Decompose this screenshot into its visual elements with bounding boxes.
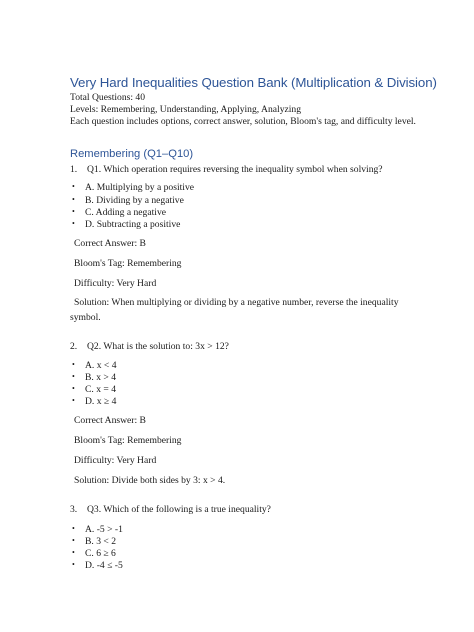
option-item: [72, 219, 180, 230]
question-1: [70, 164, 383, 175]
option-text: C. 6 ≥ 6: [85, 548, 116, 559]
bullet-icon: •: [72, 524, 75, 533]
option-item: [72, 207, 166, 218]
correct-answer: Correct Answer: B: [74, 238, 146, 249]
option-item: [72, 396, 116, 407]
section-title: Remembering (Q1–Q10): [70, 148, 194, 160]
solution: Solution: When multiplying or dividing by a negative number, reverse the inequality symbol.: [70, 297, 399, 323]
bullet-icon: •: [72, 195, 75, 204]
option-item: [72, 560, 123, 571]
option-text: C. Adding a negative: [85, 207, 166, 218]
question-text: Q3. Which of the following is a true inequality?: [87, 504, 271, 515]
option-item: [72, 360, 117, 371]
option-text: D. Subtracting a positive: [85, 219, 181, 230]
option-item: [72, 182, 194, 193]
option-text: B. 3 < 2: [85, 536, 116, 547]
bullet-icon: •: [72, 219, 75, 228]
question-text: Q2. What is the solution to: 3x > 12?: [87, 341, 229, 352]
blooms-tag: Bloom's Tag: Remembering: [74, 258, 182, 269]
option-text: B. Dividing by a negative: [85, 195, 184, 206]
bullet-icon: •: [72, 207, 75, 216]
question-3: [70, 504, 271, 515]
levels-line: Levels: Remembering, Understanding, Applying, Analyzing: [70, 104, 302, 115]
option-item: [72, 548, 116, 559]
difficulty: Difficulty: Very Hard: [74, 455, 157, 466]
bullet-icon: •: [72, 560, 75, 569]
total-questions: Total Questions: 40: [70, 92, 146, 103]
question-number: 2.: [70, 341, 78, 352]
option-item: [72, 384, 116, 395]
solution: Solution: Divide both sides by 3: x > 4.: [74, 475, 226, 486]
bullet-icon: •: [72, 384, 75, 393]
difficulty: Difficulty: Very Hard: [74, 278, 157, 289]
question-number: 3.: [70, 504, 78, 515]
blooms-tag: Bloom's Tag: Remembering: [74, 435, 182, 446]
option-item: [72, 524, 123, 535]
question-2: [70, 341, 229, 352]
option-text: A. x < 4: [85, 360, 117, 371]
description-line: Each question includes options, correct answer, solution, Bloom's tag, and difficulty level.: [70, 116, 416, 127]
option-text: B. x > 4: [85, 372, 116, 383]
option-item: [72, 195, 184, 206]
option-text: A. -5 > -1: [85, 524, 123, 535]
option-text: D. -4 ≤ -5: [85, 560, 123, 571]
bullet-icon: •: [72, 182, 75, 191]
question-number: 1.: [70, 164, 78, 175]
bullet-icon: •: [72, 360, 75, 369]
question-text: Q1. Which operation requires reversing the inequality symbol when solving?: [87, 164, 383, 175]
bullet-icon: •: [72, 396, 75, 405]
correct-answer: Correct Answer: B: [74, 415, 146, 426]
option-text: D. x ≥ 4: [85, 396, 117, 407]
bullet-icon: •: [72, 548, 75, 557]
option-text: A. Multiplying by a positive: [85, 182, 194, 193]
bullet-icon: •: [72, 372, 75, 381]
document-title: Very Hard Inequalities Question Bank (Multiplication & Division): [70, 75, 437, 90]
bullet-icon: •: [72, 536, 75, 545]
option-item: [72, 536, 116, 547]
option-item: [72, 372, 116, 383]
option-text: C. x = 4: [85, 384, 116, 395]
